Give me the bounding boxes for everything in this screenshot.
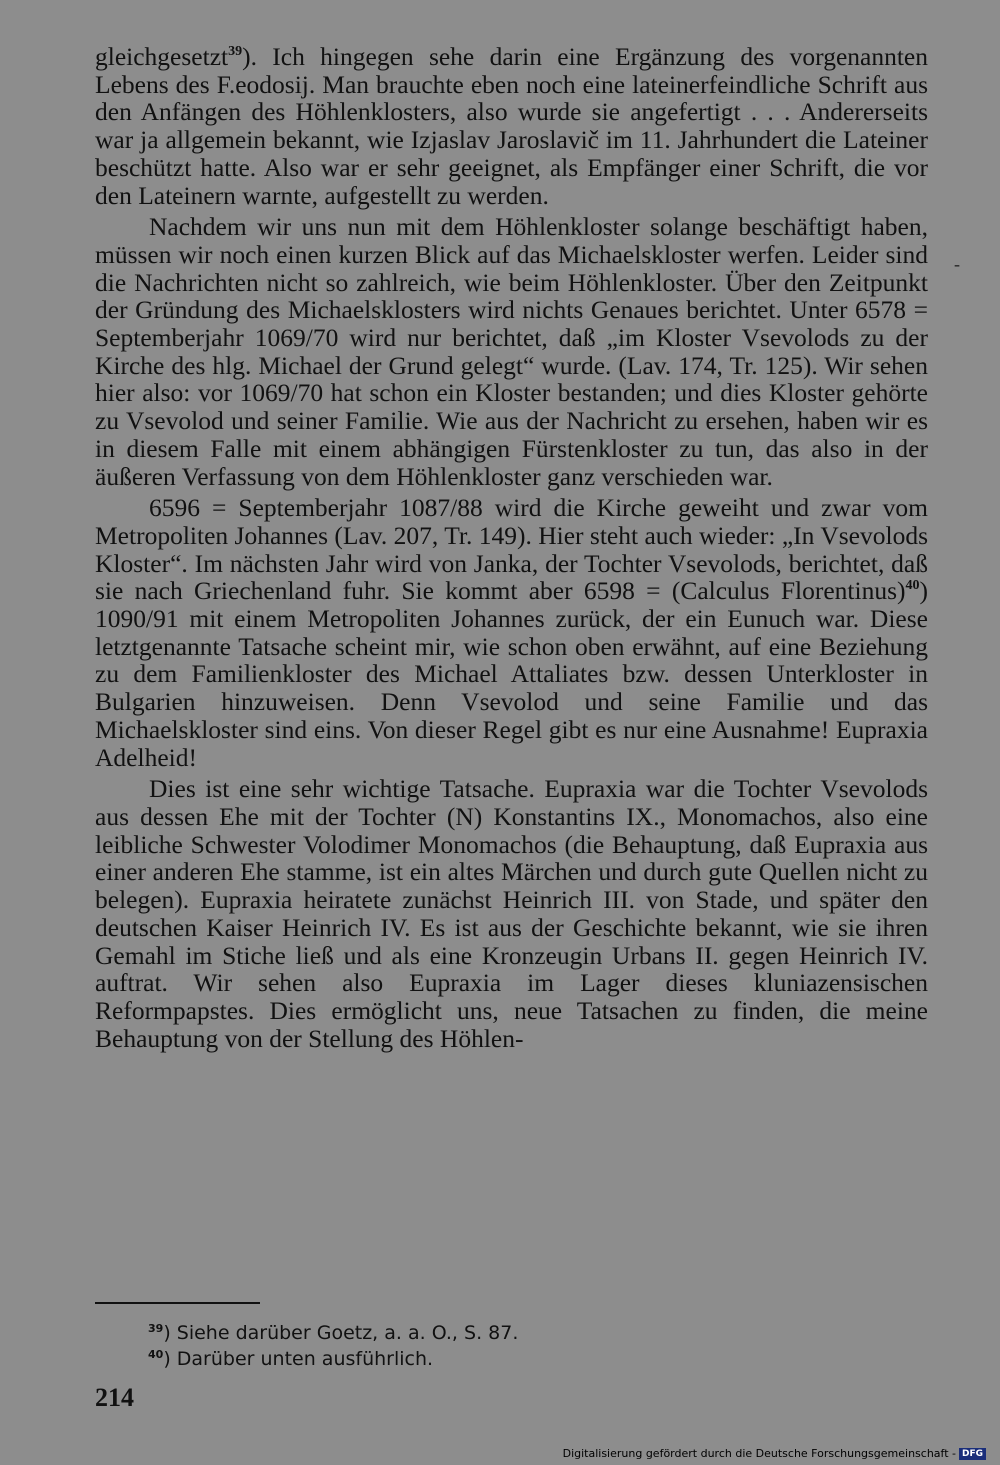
dfg-logo: DFG [959, 1448, 986, 1460]
footnote-mark: 40 [148, 1348, 164, 1361]
footnote-divider [95, 1302, 260, 1304]
footnote-text: ) Siehe darüber Goetz, a. a. O., S. 87. [163, 1322, 519, 1344]
paragraph-2: Nachdem wir uns nun mit dem Höhlenkloster solange beschäftigt haben, müssen wir noch einen kurzen Blick auf das Michaelskloster werfen. Leider sind die Nachrichten nicht so zahlreich, wie beim Höhlenkloster. Über den Zeitpunkt der Gründung des Michaelsklosters wird nichts Genaues berichtet. Unter 6578 = Septemberjahr 1069/70 wird nur berichtet, daß „im Kloster Vsevolods zu der Kirche des hlg. Michael der Grund gelegt“ wurde. (Lav. 174, Tr. 125). Wir sehen hier also: vor 1069/70 hat schon ein Kloster bestanden; und dies Kloster gehörte zu Vsevolod und seiner Familie. Wie aus der Nachricht zu ersehen, haben wir es in diesem Falle mit einem abhängigen Fürstenkloster zu tun, das also in der äußeren Verfassung von dem Höhlenkloster ganz verschieden war. [95, 212, 928, 491]
body-text [95, 43, 928, 1052]
paragraph-3-start: 6596 = Septemberjahr 1087/88 wird die Kirche geweiht und zwar vom Metropoliten Johannes (Lav. 207, Tr. 149). Hier steht auch wieder: „In Vsevolods Kloster“. Im nächsten Jahr wird von Janka, der Tochter Vsevolods, berichtet, daß sie nach Griechenland fuhr. Sie kommt aber 6598 = (Calculus Florentinus) [95, 493, 928, 606]
footnote-ref-40[interactable]: 40 [905, 578, 920, 594]
credit-text: Digitalisierung gefördert durch die Deutsche Forschungsgemeinschaft - [562, 1447, 956, 1460]
footnote-40 [148, 1346, 518, 1372]
paragraph-4: Dies ist eine sehr wichtige Tatsache. Eupraxia war die Tochter Vsevolods aus dessen Ehe mit der Tochter (N) Konstantins IX., Monomachos, also eine leibliche Schwester Volodimer Monomachos (die Behauptung, daß Eupraxia aus einer anderen Ehe stamme, ist ein altes Märchen und durch gute Quellen nicht zu belegen). Eupraxia heiratete zunächst Heinrich III. von Stade, und später den deutschen Kaiser Heinrich IV. Es ist aus der Geschichte bekannt, wie sie ihren Gemahl im Stiche ließ und als eine Kronzeugin Urbans II. gegen Heinrich IV. auftrat. Wir sehen also Eupraxia im Lager dieses kluniazensischen Reformpapstes. Dies ermöglicht uns, neue Tatsachen zu finden, die meine Behauptung von der Stellung des Höhlen- [95, 774, 928, 1053]
paragraph-3-rest: ) 1090/91 mit einem Metropoliten Johannes zurück, der ein Eunuch war. Diese letztgenannte Tatsache scheint mir, wie schon oben erwähnt, auf eine Beziehung zu dem Familienkloster des Michael Attaliates bzw. dessen Unterkloster in Bulgarien hinzuweisen. Denn Vsevolod und seine Familie und das Michaelskloster sind eins. Von dieser Regel gibt es nur eine Ausnahme! Eupraxia Adelheid! [95, 576, 928, 772]
paragraph-1 [95, 43, 928, 209]
paragraph-1-start: gleichgesetzt [95, 42, 229, 71]
margin-mark: - [954, 254, 960, 274]
footnote-mark: 39 [148, 1322, 164, 1335]
footnotes [148, 1320, 518, 1372]
footnote-ref-39[interactable]: 39 [228, 44, 243, 59]
digitization-credit [563, 1447, 986, 1460]
paragraph-3 [95, 494, 928, 771]
footnote-text: ) Darüber unten ausführlich. [163, 1348, 434, 1370]
footnote-39 [148, 1320, 518, 1346]
paragraph-1-rest: ). Ich hingegen sehe darin eine Ergänzung des vorgenannten Lebens des F.eodosij. Man brauchte eben noch eine lateinerfeindliche Schrift aus den Anfängen des Höhlenklosters, also wurde sie angefertigt . . . Andererseits war ja allgemein bekannt, wie Izjaslav Jaroslavič im 11. Jahrhundert die Lateiner beschützt hatte. Also war er sehr geeignet, als Empfänger einer Schrift, die vor den Lateinern warnte, aufgestellt zu werden. [95, 42, 928, 210]
page-number: 214 [95, 1383, 134, 1412]
